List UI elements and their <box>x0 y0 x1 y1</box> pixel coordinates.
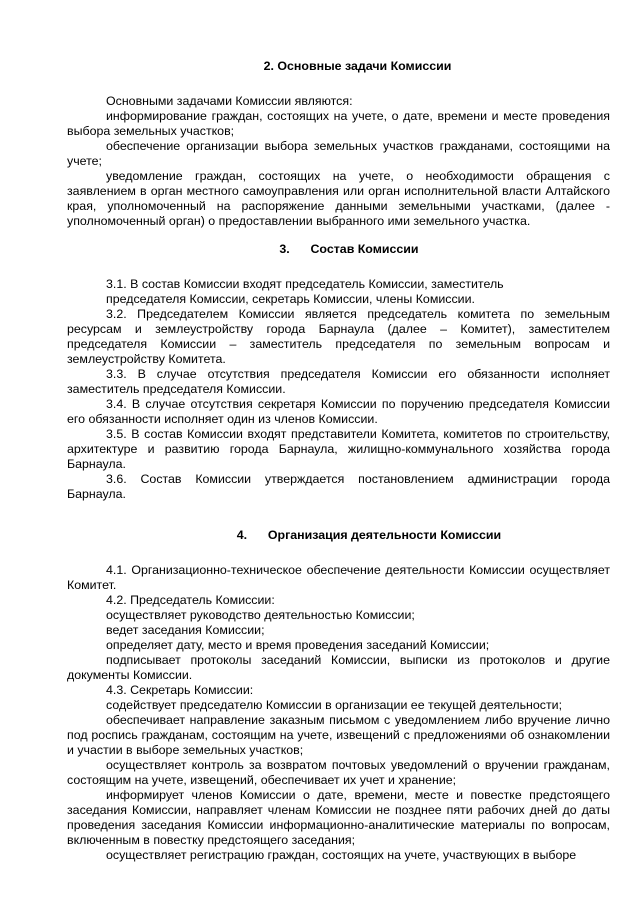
section-3-number: 3. <box>279 242 290 256</box>
s4-paragraph: осуществляет руководство деятельностью Комиссии; <box>106 608 415 622</box>
s4-paragraph: содействует председателю Комиссии в организации ее текущей деятельности; <box>106 698 563 712</box>
section-3-heading <box>67 242 610 257</box>
s2-paragraph: информирование граждан, состоящих на учете, о дате, времени и месте проведения выбора земельных участков; <box>67 109 610 138</box>
s4-paragraph: обеспечивает направление заказным письмом с уведомлением либо вручение лично под роспись гражданам, состоящим на учете, извещений с предложениями об ознакомлении и участии в выборе земельных участков; <box>67 713 610 757</box>
s4-paragraph: 4.1. Организационно-техническое обеспечение деятельности Комиссии осуществляет Комитет. <box>67 563 610 592</box>
s3-paragraph: 3.2. Председателем Комиссии является председатель комитета по земельным ресурсам и землеустройству города Барнаула (далее – Комитет), заместителем председателя Комиссии – заместитель председателя по земельным вопросам и землеустройству Комитета. <box>67 307 610 366</box>
s2-paragraph: Основными задачами Комиссии являются: <box>106 94 353 108</box>
s3-paragraph: 3.1. В состав Комиссии входят председатель Комиссии, заместитель <box>106 277 504 291</box>
s2-paragraph: обеспечение организации выбора земельных участков гражданами, состоящими на учете; <box>67 139 610 168</box>
section-4-heading <box>67 528 610 543</box>
s4-paragraph: 4.2. Председатель Комиссии: <box>106 593 275 607</box>
section-4-number: 4. <box>236 528 248 542</box>
s4-paragraph: 4.3. Секретарь Комиссии: <box>106 683 254 697</box>
s4-paragraph: информирует членов Комиссии о дате, времени, месте и повестке предстоящего заседания Комиссии, направляет членам Комиссии не позднее пяти рабочих дней до даты проведения заседания Комиссии информационно-аналитические материалы по вопросам, включенным в повестку предстоящего заседания; <box>67 788 610 847</box>
s3-paragraph: 3.5. В состав Комиссии входят представители Комитета, комитетов по строительству, архитектуре и развитию города Барнаула, жилищно-коммунального хозяйства города Барнаула. <box>67 427 610 471</box>
s4-paragraph: определяет дату, место и время проведения заседаний Комиссии; <box>106 638 490 652</box>
s3-paragraph: 3.3. В случае отсутствия председателя Комиссии его обязанности исполняет заместитель председателя Комиссии. <box>67 367 610 396</box>
s3-paragraph: председателя Комиссии, секретарь Комиссии, члены Комиссии. <box>106 292 475 306</box>
s4-paragraph: подписывает протоколы заседаний Комиссии, выписки из протоколов и другие документы Комиссии. <box>67 653 610 682</box>
s3-paragraph: 3.6. Состав Комиссии утверждается постановлением администрации города Барнаула. <box>67 472 610 501</box>
document-page <box>67 59 610 863</box>
s3-paragraph: 3.4. В случае отсутствия секретаря Комиссии по поручению председателя Комиссии его обязанности исполняет один из членов Комиссии. <box>67 397 610 426</box>
section-3-title: Состав Комиссии <box>310 242 419 256</box>
section-2-heading: 2. Основные задачи Комиссии <box>263 59 452 73</box>
s2-paragraph: уведомление граждан, состоящих на учете, о необходимости обращения с заявлением в орган местного самоуправления или орган исполнительной власти Алтайского края, уполномоченный на распоряжение данными земельными участками, (далее - уполномоченный орган) о предоставлении выбранного ими земельного участка. <box>67 169 610 228</box>
s4-paragraph: осуществляет регистрацию граждан, состоящих на учете, участвующих в выборе <box>106 848 577 862</box>
s4-paragraph: ведет заседания Комиссии; <box>106 623 265 637</box>
s4-paragraph: осуществляет контроль за возвратом почтовых уведомлений о вручении гражданам, состоящим на учете, извещений, обеспечивает их учет и хранение; <box>67 758 610 787</box>
section-4-title: Организация деятельности Комиссии <box>267 528 502 542</box>
